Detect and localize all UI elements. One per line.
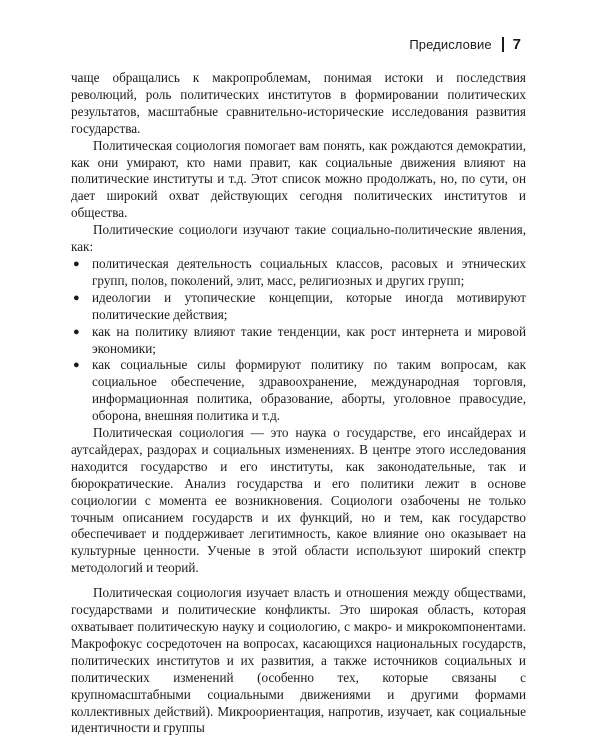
list-item-text: политическая деятельность социальных классов, расовых и этнических групп, полов, поколений, элит, масс, религиозных и других групп; xyxy=(92,255,526,288)
paragraph-continuation: чаще обращались к макропроблемам, понимая истоки и последствия революций, роль политических институтов в формировании политических результатов, масштабные сравнительно-исторические исследования развития государства. xyxy=(71,70,526,136)
list-item-text: идеологии и утопические концепции, которые иногда мотивируют политические действия; xyxy=(92,289,526,322)
paragraph: Политические социологи изучают такие социально-политические явления, как: xyxy=(71,222,526,255)
bullet-icon: ● xyxy=(73,325,80,338)
bullet-icon: ● xyxy=(73,257,80,270)
header-separator xyxy=(502,37,504,52)
bullet-icon: ● xyxy=(73,291,80,304)
list-item xyxy=(71,324,526,358)
section-title: Предисловие xyxy=(409,37,492,52)
list-item xyxy=(71,290,526,324)
list-item-text: как на политику влияют такие тенденции, как рост интернета и мировой экономики; xyxy=(92,323,526,356)
paragraph: Политическая социология помогает вам понять, как рождаются демократии, как они умирают, кто нами правит, как социальные движения влияют на политические институты и т.д. Этот список можно продолжать, но, по сути, он дает широкий охват действующих сегодня политических институтов и общества. xyxy=(71,137,526,221)
list-item xyxy=(71,357,526,425)
body-text xyxy=(71,70,526,737)
page-number: 7 xyxy=(512,36,521,53)
list-item-text: как социальные силы формируют политику по таким вопросам, как социальное обеспечение, здравоохранение, международная торговля, информационная политика, образование, аборты, уголовное правосудие, оборона, внешняя политика и т.д. xyxy=(92,357,526,424)
bullet-icon: ● xyxy=(73,359,80,372)
running-header xyxy=(409,36,521,53)
list-item xyxy=(71,256,526,290)
bullet-list xyxy=(71,256,526,425)
paragraph: Политическая социология — это наука о государстве, его инсайдерах и аутсайдерах, раздорах и социальных изменениях. В центре этого исследования находится государство и его институты, как законодательные, так и бюрократические. Анализ государства и его политики лежит в основе социологии с момента ее возникновения. Социологи озабочены не только точным описанием государств и их функций, но и тем, как государство обеспечивает и поддерживает легитимность, какое влияние оно оказывает на культурные ценности. Ученые в этой области используют широкий спектр методологий и теорий. xyxy=(71,425,526,576)
paragraph: Политическая социология изучает власть и отношения между обществами, государствами и политические конфликты. Это широкая область, которая охватывает политическую науку и социологию, с макро- и микрокомпонентами. Макрофокус сосредоточен на вопросах, касающихся национальных государств, политических институтов и их развития, а также источников социальных и политических изменений (особенно тех, которые связаны с крупномасштабными социальными движениями и другими формами коллективных действий). Микроориентация, напротив, изучает, как социальные идентичности и группы xyxy=(71,585,526,736)
